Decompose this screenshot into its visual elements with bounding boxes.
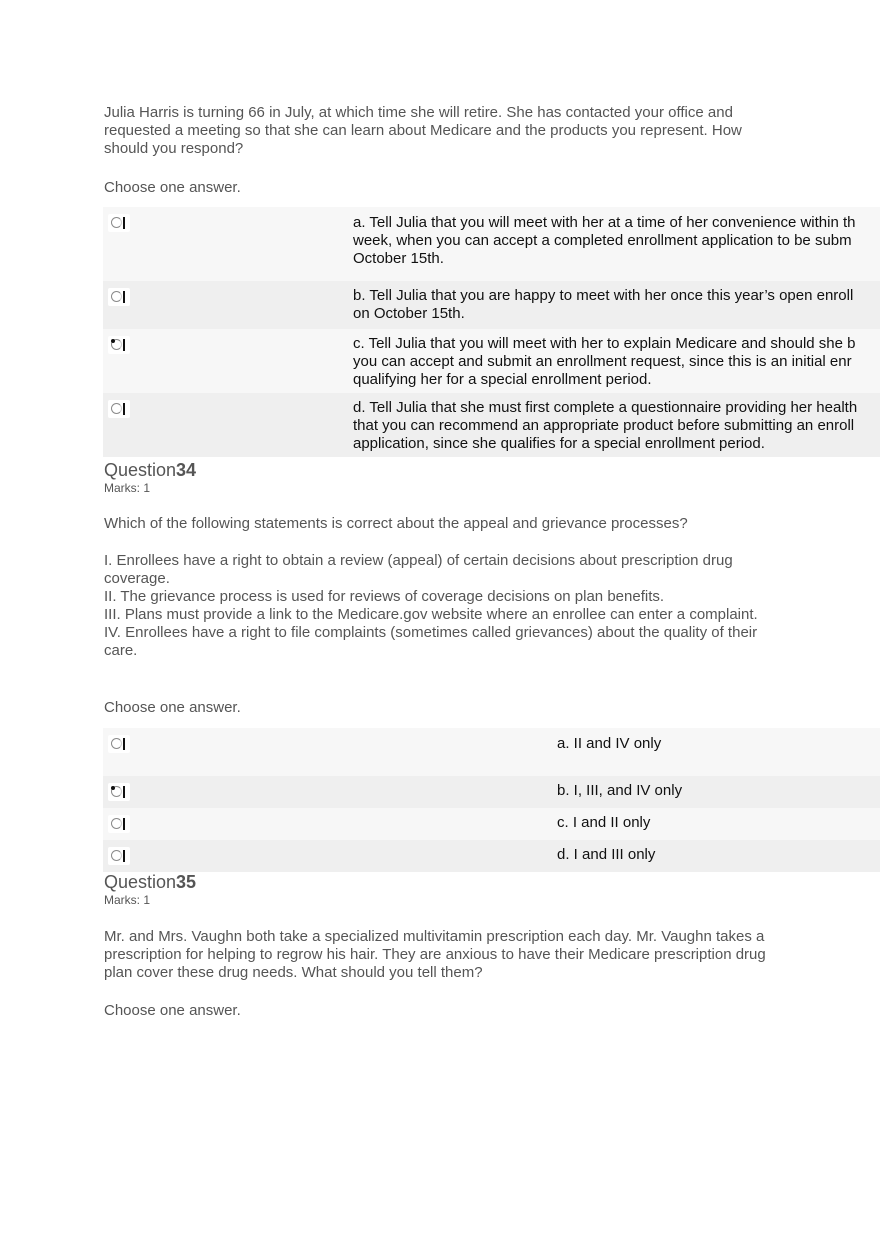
question-34-heading: Question34	[104, 460, 197, 480]
answer-option-label: d. I and III only	[557, 846, 656, 863]
answer-option-a[interactable]	[103, 728, 880, 776]
question-34-answers	[103, 728, 880, 872]
statement-list: I. Enrollees have a right to obtain a review (appeal) of certain decisions about prescription drug coverage. II. The grievance process is used for reviews of coverage decisions on plan benefits. III. Plans must provide a link to the Medicare.gov website where an enrollee can enter a complaint. IV. Enrollees have a right to file complaints (sometimes called grievances) about the quality of their care.	[104, 552, 758, 659]
answer-option-label: b. I, III, and IV only	[557, 782, 683, 799]
radio-button[interactable]	[108, 847, 130, 865]
question-35-text: Mr. and Mrs. Vaughn both take a specialized multivitamin prescription each day. Mr. Vaughn takes a prescription for helping to regrow his hair. They are anxious to have their Medicare prescription drug plan cover these drug needs. What should you tell them?	[104, 928, 766, 981]
question-35-marks: Marks: 1	[104, 893, 151, 907]
question-34-prompt	[104, 515, 784, 533]
radio-button-selected[interactable]	[108, 336, 130, 354]
answer-option-label: b. Tell Julia that you are happy to meet with her once this year’s open enroll on October 15th.	[353, 287, 854, 322]
question-number: 35	[176, 872, 197, 892]
answer-option-label: c. I and II only	[557, 814, 651, 831]
answer-option-c[interactable]	[103, 329, 880, 393]
question-33-text: Julia Harris is turning 66 in July, at which time she will retire. She has contacted your office and requested a meeting so that she can learn about Medicare and the products you represent. How should you respond?	[104, 104, 742, 157]
question-34-text: Which of the following statements is correct about the appeal and grievance processes?	[104, 515, 688, 532]
answer-option-c[interactable]	[103, 808, 880, 840]
answer-option-b[interactable]	[103, 281, 880, 329]
radio-button[interactable]	[108, 288, 130, 306]
question-33-instruction: Choose one answer.	[104, 179, 241, 196]
question-35-prompt	[104, 928, 784, 982]
answer-option-label: c. Tell Julia that you will meet with her to explain Medicare and should she b you can accept and submit an enrollment request, since this is an initial enr qualifying her for a special enrollment period.	[353, 335, 856, 388]
radio-button[interactable]	[108, 735, 130, 753]
answer-option-label: a. II and IV only	[557, 735, 662, 752]
answer-option-d[interactable]	[103, 840, 880, 872]
question-34-statements	[104, 552, 784, 660]
question-35-heading: Question35	[104, 872, 197, 892]
radio-button-selected[interactable]	[108, 783, 130, 801]
question-35-instruction: Choose one answer.	[104, 1002, 241, 1019]
question-34-marks: Marks: 1	[104, 481, 151, 495]
question-33-answers	[103, 207, 880, 457]
answer-option-b[interactable]	[103, 776, 880, 808]
answer-option-label: d. Tell Julia that she must first complete a questionnaire providing her health that you can recommend an appropriate product before submitting an enroll application, since she qualifies for a special enrollment period.	[353, 399, 858, 452]
answer-option-d[interactable]	[103, 393, 880, 457]
radio-button[interactable]	[108, 815, 130, 833]
question-33-prompt	[104, 104, 784, 158]
question-34-instruction: Choose one answer.	[104, 699, 241, 716]
question-number: 34	[176, 460, 197, 480]
answer-option-label: a. Tell Julia that you will meet with her at a time of her convenience within th week, when you can accept a completed enrollment application to be subm October 15th.	[353, 214, 856, 267]
radio-button[interactable]	[108, 214, 130, 232]
answer-option-a[interactable]	[103, 207, 880, 281]
radio-button[interactable]	[108, 400, 130, 418]
